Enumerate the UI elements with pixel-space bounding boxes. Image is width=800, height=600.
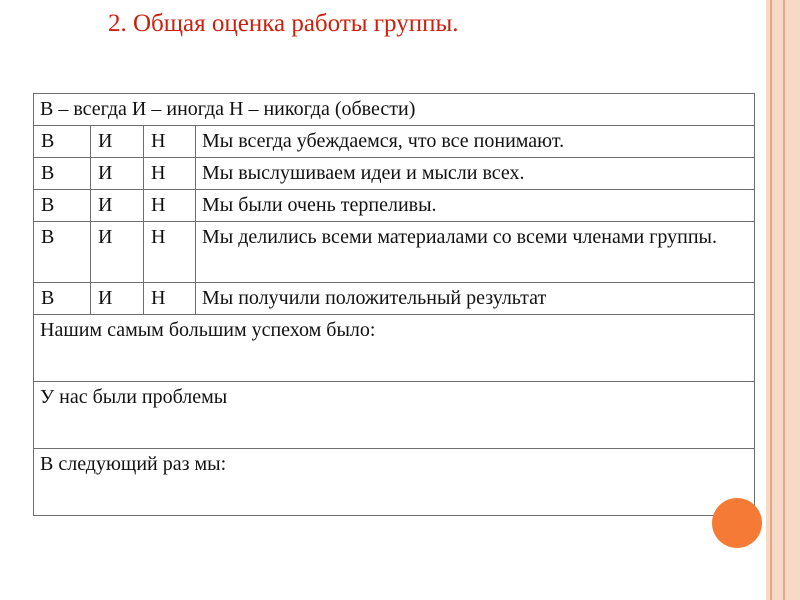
option-never[interactable]: Н [144, 283, 196, 315]
table-row [34, 158, 755, 190]
option-never[interactable]: Н [144, 158, 196, 190]
option-never[interactable]: Н [144, 190, 196, 222]
open-question-success[interactable]: Нашим самым большим успехом было: [34, 315, 755, 382]
table-row [34, 283, 755, 315]
option-sometimes[interactable]: И [91, 190, 144, 222]
decorative-stripe-line [783, 0, 785, 600]
option-sometimes[interactable]: И [91, 158, 144, 190]
option-never[interactable]: Н [144, 126, 196, 158]
statement-text: Мы делились всеми материалами со всеми членами группы. [196, 222, 755, 283]
table-header-row [34, 94, 755, 126]
option-always[interactable]: В [34, 283, 91, 315]
table-row [34, 190, 755, 222]
slide-title: 2. Общая оценка работы группы. [108, 10, 459, 37]
option-never[interactable]: Н [144, 222, 196, 283]
option-always[interactable]: В [34, 222, 91, 283]
open-question-row [34, 449, 755, 516]
table-row [34, 126, 755, 158]
open-question-row [34, 315, 755, 382]
option-sometimes[interactable]: И [91, 126, 144, 158]
option-sometimes[interactable]: И [91, 222, 144, 283]
option-always[interactable]: В [34, 158, 91, 190]
open-question-problems[interactable]: У нас были проблемы [34, 382, 755, 449]
statement-text: Мы выслушиваем идеи и мысли всех. [196, 158, 755, 190]
open-question-row [34, 382, 755, 449]
decorative-orange-circle [712, 498, 762, 548]
legend-cell: В – всегда И – иногда Н – никогда (обвести) [34, 94, 755, 126]
statement-text: Мы всегда убеждаемся, что все понимают. [196, 126, 755, 158]
option-always[interactable]: В [34, 190, 91, 222]
option-sometimes[interactable]: И [91, 283, 144, 315]
statement-text: Мы получили положительный результат [196, 283, 755, 315]
open-question-next-time[interactable]: В следующий раз мы: [34, 449, 755, 516]
table-row [34, 222, 755, 283]
survey-table [33, 93, 755, 516]
statement-text: Мы были очень терпеливы. [196, 190, 755, 222]
decorative-stripe-line [770, 0, 772, 600]
option-always[interactable]: В [34, 126, 91, 158]
